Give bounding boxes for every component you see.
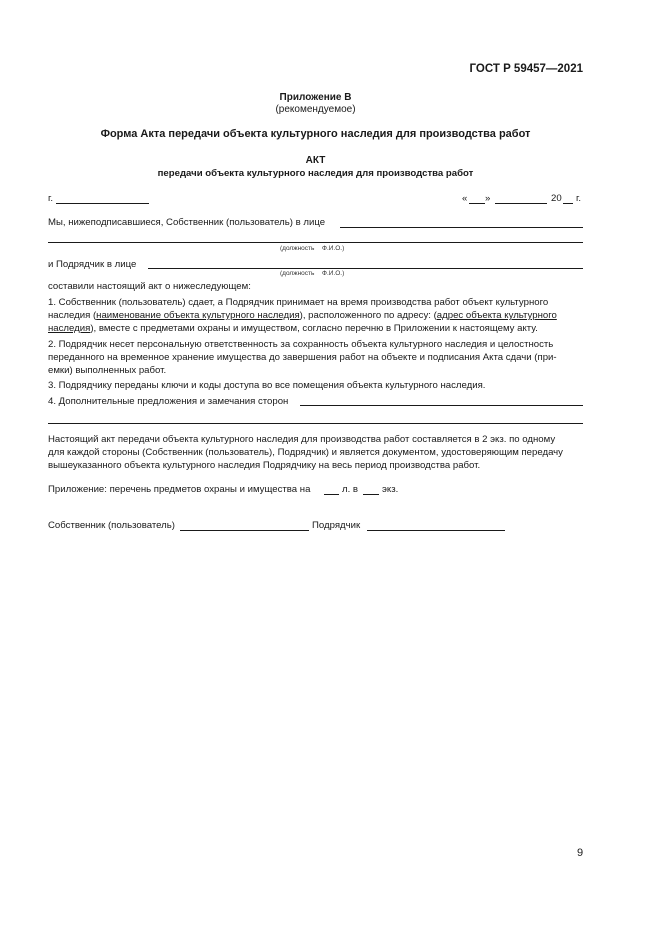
object-name-placeholder: наименование объекта культурного наследия (96, 310, 300, 321)
item-2-line-2: переданного на временное хранение имущества до завершения работ на объекте и подписания Акта сдачи (при- (48, 352, 557, 363)
item-2-line-3: емки) выполненных работ. (48, 365, 167, 376)
city-prefix: г. (48, 193, 53, 204)
date-close-quote: » (485, 193, 491, 204)
attachment-copies-field[interactable] (363, 494, 379, 495)
year-suffix: г. (576, 193, 581, 204)
appendix-status: (рекомендуемое) (275, 104, 356, 115)
attachment-pages-field[interactable] (324, 494, 339, 495)
contractor-representative-field[interactable] (148, 268, 583, 269)
fio-caption: Ф.И.О.) (322, 245, 345, 252)
owner-signature-label: Собственник (пользователь) (48, 520, 175, 531)
contractor-intro: и Подрядчик в лице (48, 259, 137, 270)
position-caption: (должность (280, 245, 315, 252)
page-number: 9 (577, 847, 584, 859)
closing-line-2: для каждой стороны (Собственник (пользователь), Подрядчик) и является документом, удостоверяющим передачу (48, 447, 563, 458)
item-1-line-3: наследия), вместе с предметами охраны и имуществом, согласно перечню в Приложении к настоящему акту. (48, 323, 538, 334)
item-2-line-1: 2. Подрядчик несет персональную ответственность за сохранность объекта культурного наследия и целостность (48, 339, 554, 350)
act-subtitle: передачи объекта культурного наследия для производства работ (157, 168, 474, 179)
contractor-signature-field[interactable] (367, 530, 505, 531)
owner-representative-field[interactable] (340, 227, 583, 228)
contractor-signature-label: Подрядчик (312, 520, 361, 531)
object-address-placeholder: адрес объекта культурного (436, 310, 557, 321)
attachment-mid: л. в (342, 484, 359, 495)
act-title: АКТ (305, 155, 326, 166)
year-field[interactable] (563, 203, 573, 204)
drew-up-text: составили настоящий акт о нижеследующем: (48, 281, 251, 292)
month-field[interactable] (495, 203, 547, 204)
item-4: 4. Дополнительные предложения и замечания сторон (48, 396, 289, 407)
city-field[interactable] (56, 203, 149, 204)
fio-caption: Ф.И.О.) (322, 270, 345, 277)
item-3: 3. Подрядчику переданы ключи и коды доступа во все помещения объекта культурного наследия. (48, 380, 486, 391)
date-open-quote: « (462, 193, 468, 204)
owner-representative-field-2[interactable] (48, 242, 583, 243)
attachment-prefix: Приложение: перечень предметов охраны и имущества на (48, 484, 311, 495)
item-1-line-2: наследия (наименование объекта культурного наследия), расположенного по адресу: (адрес объекта культурного (48, 310, 557, 321)
position-caption: (должность (280, 270, 315, 277)
attachment-suffix: экз. (382, 484, 399, 495)
day-field[interactable] (469, 203, 485, 204)
form-title: Форма Акта передачи объекта культурного наследия для производства работ (100, 128, 531, 140)
object-address-placeholder-cont: наследия (48, 323, 91, 334)
standard-number: ГОСТ Р 59457—2021 (469, 63, 583, 75)
owner-intro: Мы, нижеподписавшиеся, Собственник (пользователь) в лице (48, 217, 326, 228)
year-prefix: 20 (551, 193, 562, 204)
item-1-line-1: 1. Собственник (пользователь) сдает, а Подрядчик принимает на время производства работ объект культурного (48, 297, 549, 308)
remarks-field-2[interactable] (48, 423, 583, 424)
closing-line-3: вышеуказанного объекта культурного наследия Подрядчику на весь период производства работ. (48, 460, 481, 471)
remarks-field[interactable] (300, 405, 583, 406)
owner-signature-field[interactable] (180, 530, 309, 531)
appendix-title: Приложение В (279, 92, 352, 103)
closing-line-1: Настоящий акт передачи объекта культурного наследия для производства работ составляется в 2 экз. по одному (48, 434, 556, 445)
